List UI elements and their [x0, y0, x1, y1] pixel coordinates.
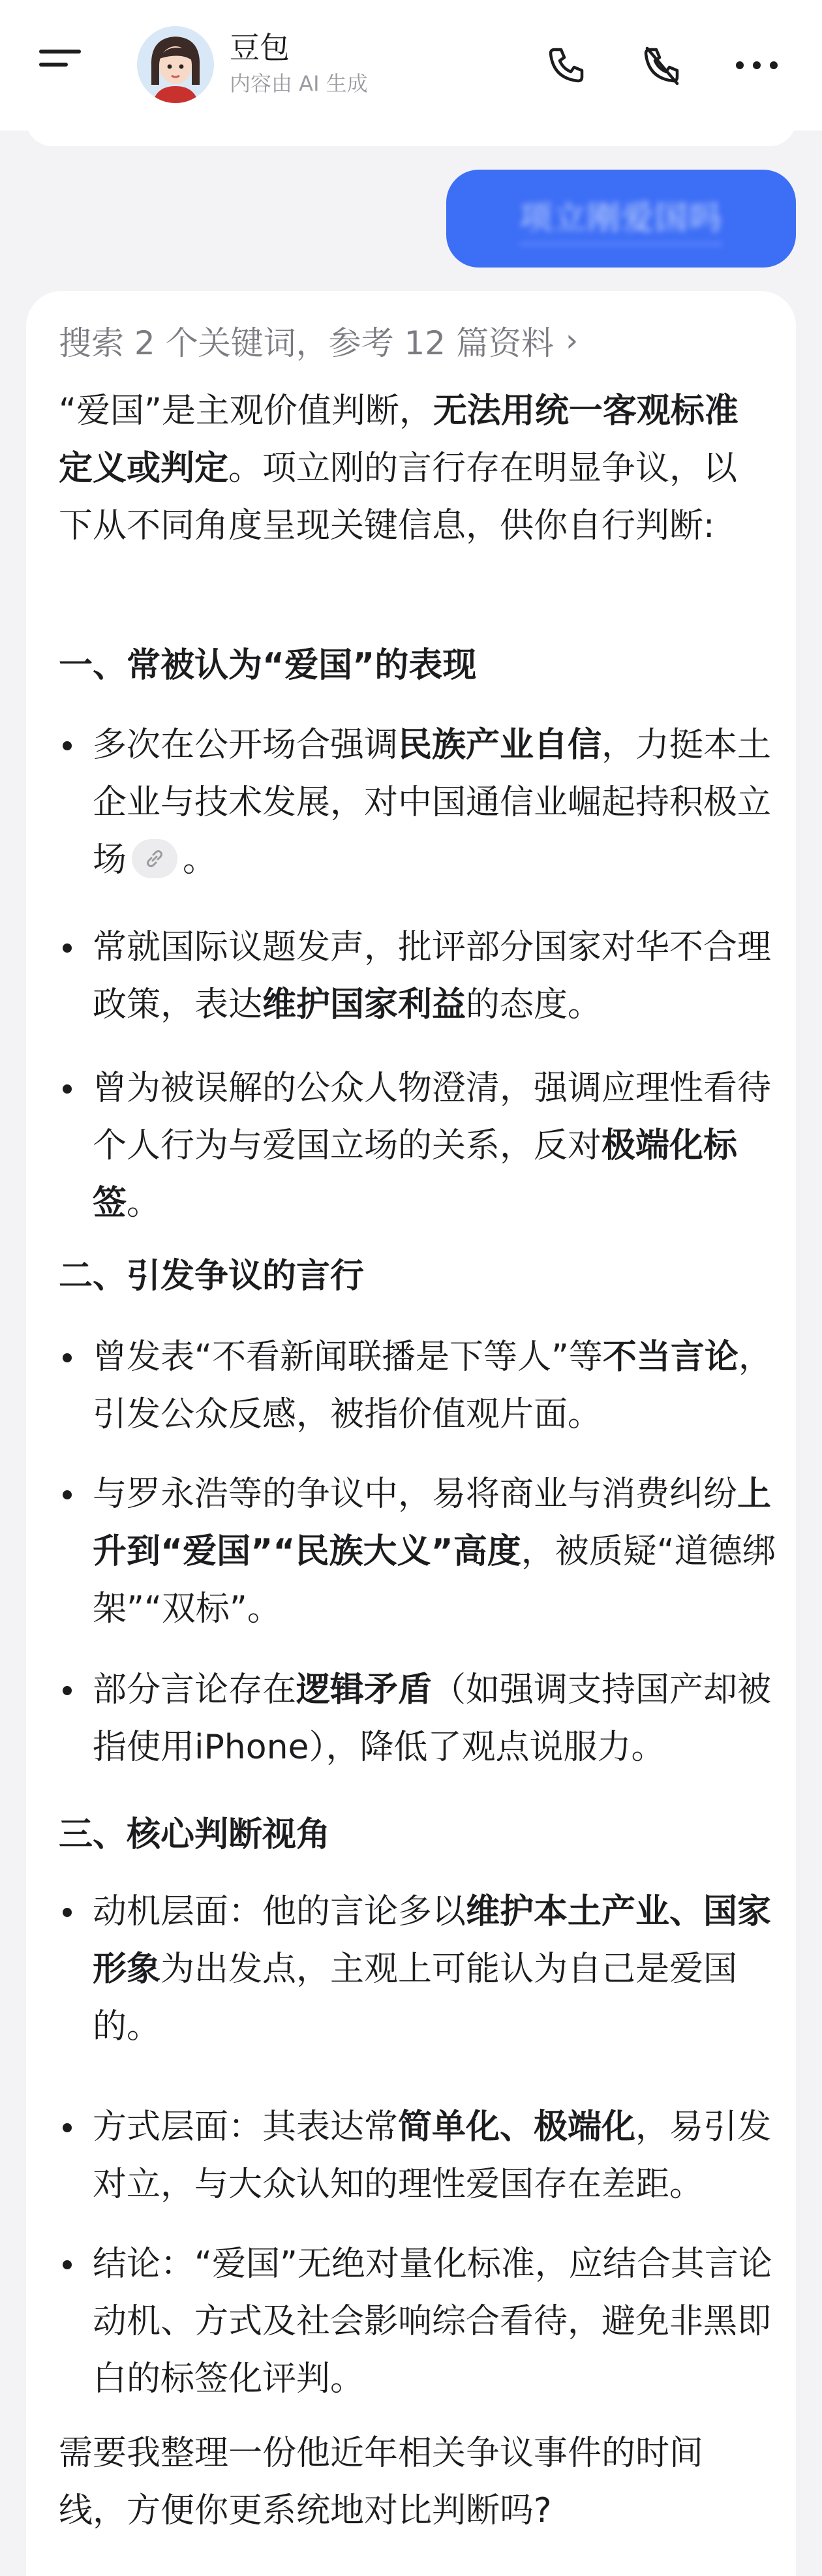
- intro-paragraph: “爱国”是主观价值判断，无法用统一客观标准定义或判定。项立刚的言行存在明显争议，以下从不同角度呈现关键信息，供你自行判断:: [59, 391, 738, 545]
- list-item: 常就国际议题发声，批评部分国家对华不合理政策，表达维护国家利益的态度。: [59, 919, 776, 1034]
- follow-up-question: 需要我整理一份他近年相关争议事件的时间线，方便你更系统地对比判断吗?: [59, 2434, 704, 2530]
- avatar-illustration: [137, 26, 214, 103]
- section-heading: 二、引发争议的言行: [59, 1257, 365, 1296]
- menu-icon[interactable]: [39, 50, 81, 81]
- chat-title: 豆包: [230, 30, 290, 65]
- chat-header: [0, 0, 822, 130]
- list-item: 部分言论存在逻辑矛盾（如强调支持国产却被指使用iPhone），降低了观点说服力。: [59, 1661, 776, 1776]
- list-item: 动机层面：他的言论多以维护本土产业、国家形象为出发点，主观上可能认为自己是爱国的。: [59, 1883, 776, 2055]
- list-item: 结论：“爱国”无绝对量化标准，应结合其言论动机、方式及社会影响综合看待，避免非黑即白的标签化评判。: [59, 2235, 776, 2408]
- sources-label: 搜索 2 个关键词，参考 12 篇资料: [59, 324, 555, 362]
- sources-link[interactable]: [59, 317, 578, 364]
- list-item: 曾发表“不看新闻联播是下等人”等不当言论，引发公众反感，被指价值观片面。: [59, 1328, 776, 1443]
- mute-icon[interactable]: [638, 42, 685, 89]
- more-icon[interactable]: [733, 42, 780, 89]
- chevron-right-icon: ›: [566, 322, 579, 359]
- list-item: 多次在公开场合强调民族产业自信，力挺本土企业与技术发展，对中国通信业崛起持积极立场 。: [59, 716, 776, 889]
- section-heading: 一、常被认为“爱国”的表现: [59, 646, 477, 685]
- reference-link-icon[interactable]: [132, 839, 177, 878]
- phone-icon[interactable]: [543, 42, 590, 89]
- assistant-answer-card: [26, 291, 796, 2576]
- avatar[interactable]: [137, 26, 214, 103]
- list-item: 方式层面：其表达常简单化、极端化，易引发对立，与大众认知的理性爱国存在差距。: [59, 2098, 776, 2213]
- previous-message-card: [26, 117, 796, 146]
- list-item: 与罗永浩等的争议中，易将商业与消费纠纷上升到“爱国”“民族大义”高度，被质疑“道德绑架”“双标”。: [59, 1465, 776, 1638]
- user-message-bubble[interactable]: [446, 170, 796, 268]
- user-message-text: 项立刚爱国吗: [519, 192, 723, 245]
- ai-generated-note: 内容由 AI 生成: [230, 71, 368, 96]
- section-heading: 三、核心判断视角: [59, 1815, 331, 1854]
- chat-title-block: [230, 29, 368, 98]
- list-item: 曾为被误解的公众人物澄清，强调应理性看待个人行为与爱国立场的关系，反对极端化标签。: [59, 1060, 776, 1232]
